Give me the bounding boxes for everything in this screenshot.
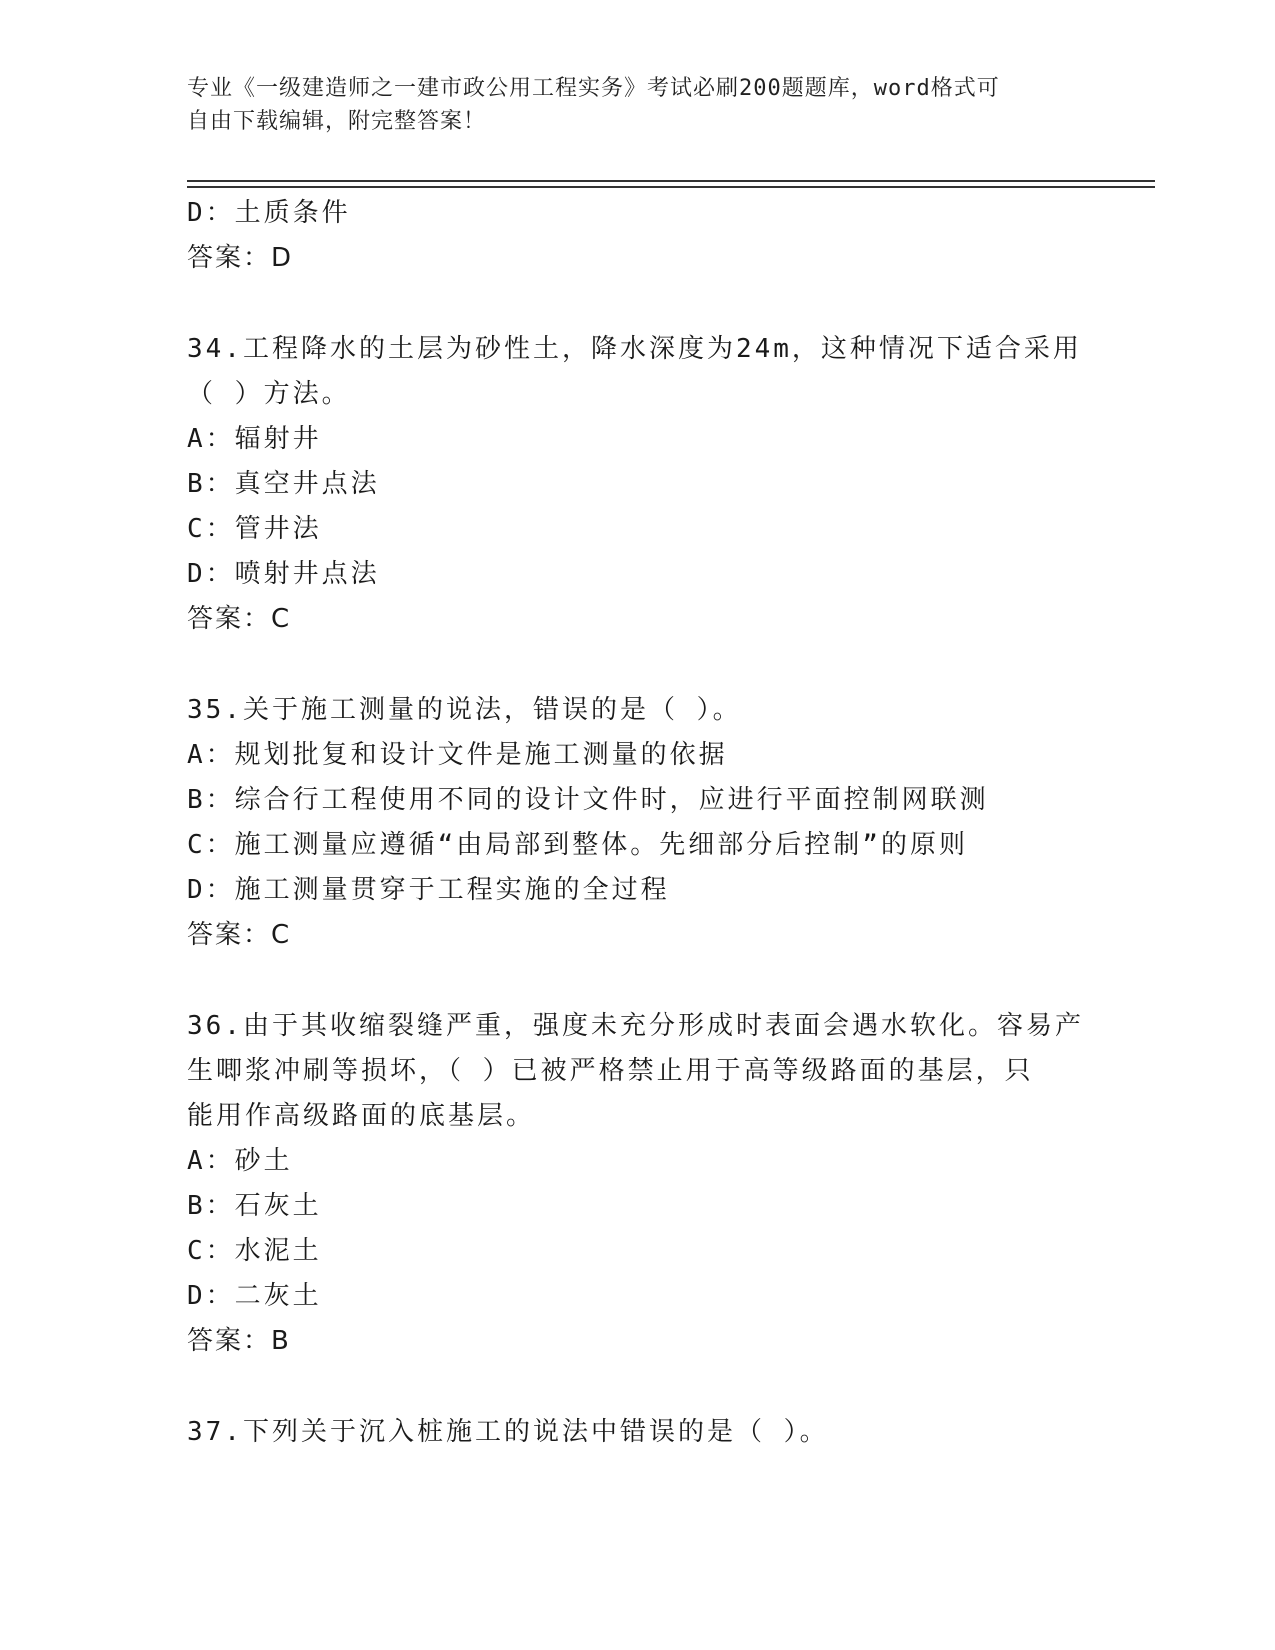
question-37 [187, 1410, 1107, 1455]
question-36-option-c: C：水泥土 [187, 1236, 322, 1266]
question-34-option-a: A：辐射井 [187, 424, 322, 454]
header-line-2: 自由下载编辑，附完整答案！ [187, 109, 487, 134]
question-34-option-c: C：管井法 [187, 514, 322, 544]
header-line-1: 专业《一级建造师之一建市政公用工程实务》考试必刷200题题库，word格式可 [187, 76, 1000, 101]
question-35-option-d: D：施工测量贯穿于工程实施的全过程 [187, 875, 670, 905]
question-35-answer: 答案：C [187, 920, 292, 950]
question-34-answer: 答案：C [187, 604, 292, 634]
question-34-stem-line-2: （ ）方法。 [187, 379, 351, 409]
question-36-option-a: A：砂土 [187, 1146, 293, 1176]
question-35 [187, 688, 1107, 958]
question-35-stem-line-1: 35.关于施工测量的说法，错误的是（ ）。 [187, 695, 742, 725]
question-content [187, 191, 1107, 1455]
question-36-stem-line-2: 生唧浆冲刷等损坏，（ ）已被严格禁止用于高等级路面的基层，只 [187, 1056, 1034, 1086]
header-divider-top [187, 180, 1155, 182]
question-34 [187, 327, 1107, 642]
question-35-option-a: A：规划批复和设计文件是施工测量的依据 [187, 740, 728, 770]
header-divider-bottom [187, 186, 1155, 188]
question-36-option-b: B：石灰土 [187, 1191, 322, 1221]
question-36 [187, 1004, 1107, 1364]
question-35-option-c: C：施工测量应遵循“由局部到整体。先细部分后控制”的原则 [187, 830, 968, 860]
question-34-option-d: D：喷射井点法 [187, 559, 380, 589]
question-37-stem-line-1: 37.下列关于沉入桩施工的说法中错误的是（ ）。 [187, 1417, 829, 1447]
question-36-stem-line-3: 能用作高级路面的底基层。 [187, 1101, 536, 1131]
document-header [187, 72, 1067, 138]
question-36-stem-line-1: 36.由于其收缩裂缝严重，强度未充分形成时表面会遇水软化。容易产 [187, 1011, 1084, 1041]
question-34-option-b: B：真空井点法 [187, 469, 380, 499]
question-36-option-d: D：二灰土 [187, 1281, 322, 1311]
prev-answer: 答案：D [187, 243, 294, 273]
question-36-answer: 答案：B [187, 1326, 291, 1356]
question-34-stem-line-1: 34.工程降水的土层为砂性土，降水深度为24m，这种情况下适合采用 [187, 334, 1082, 364]
question-35-option-b: B：综合行工程使用不同的设计文件时，应进行平面控制网联测 [187, 785, 989, 815]
prev-option-d: D：土质条件 [187, 198, 351, 228]
